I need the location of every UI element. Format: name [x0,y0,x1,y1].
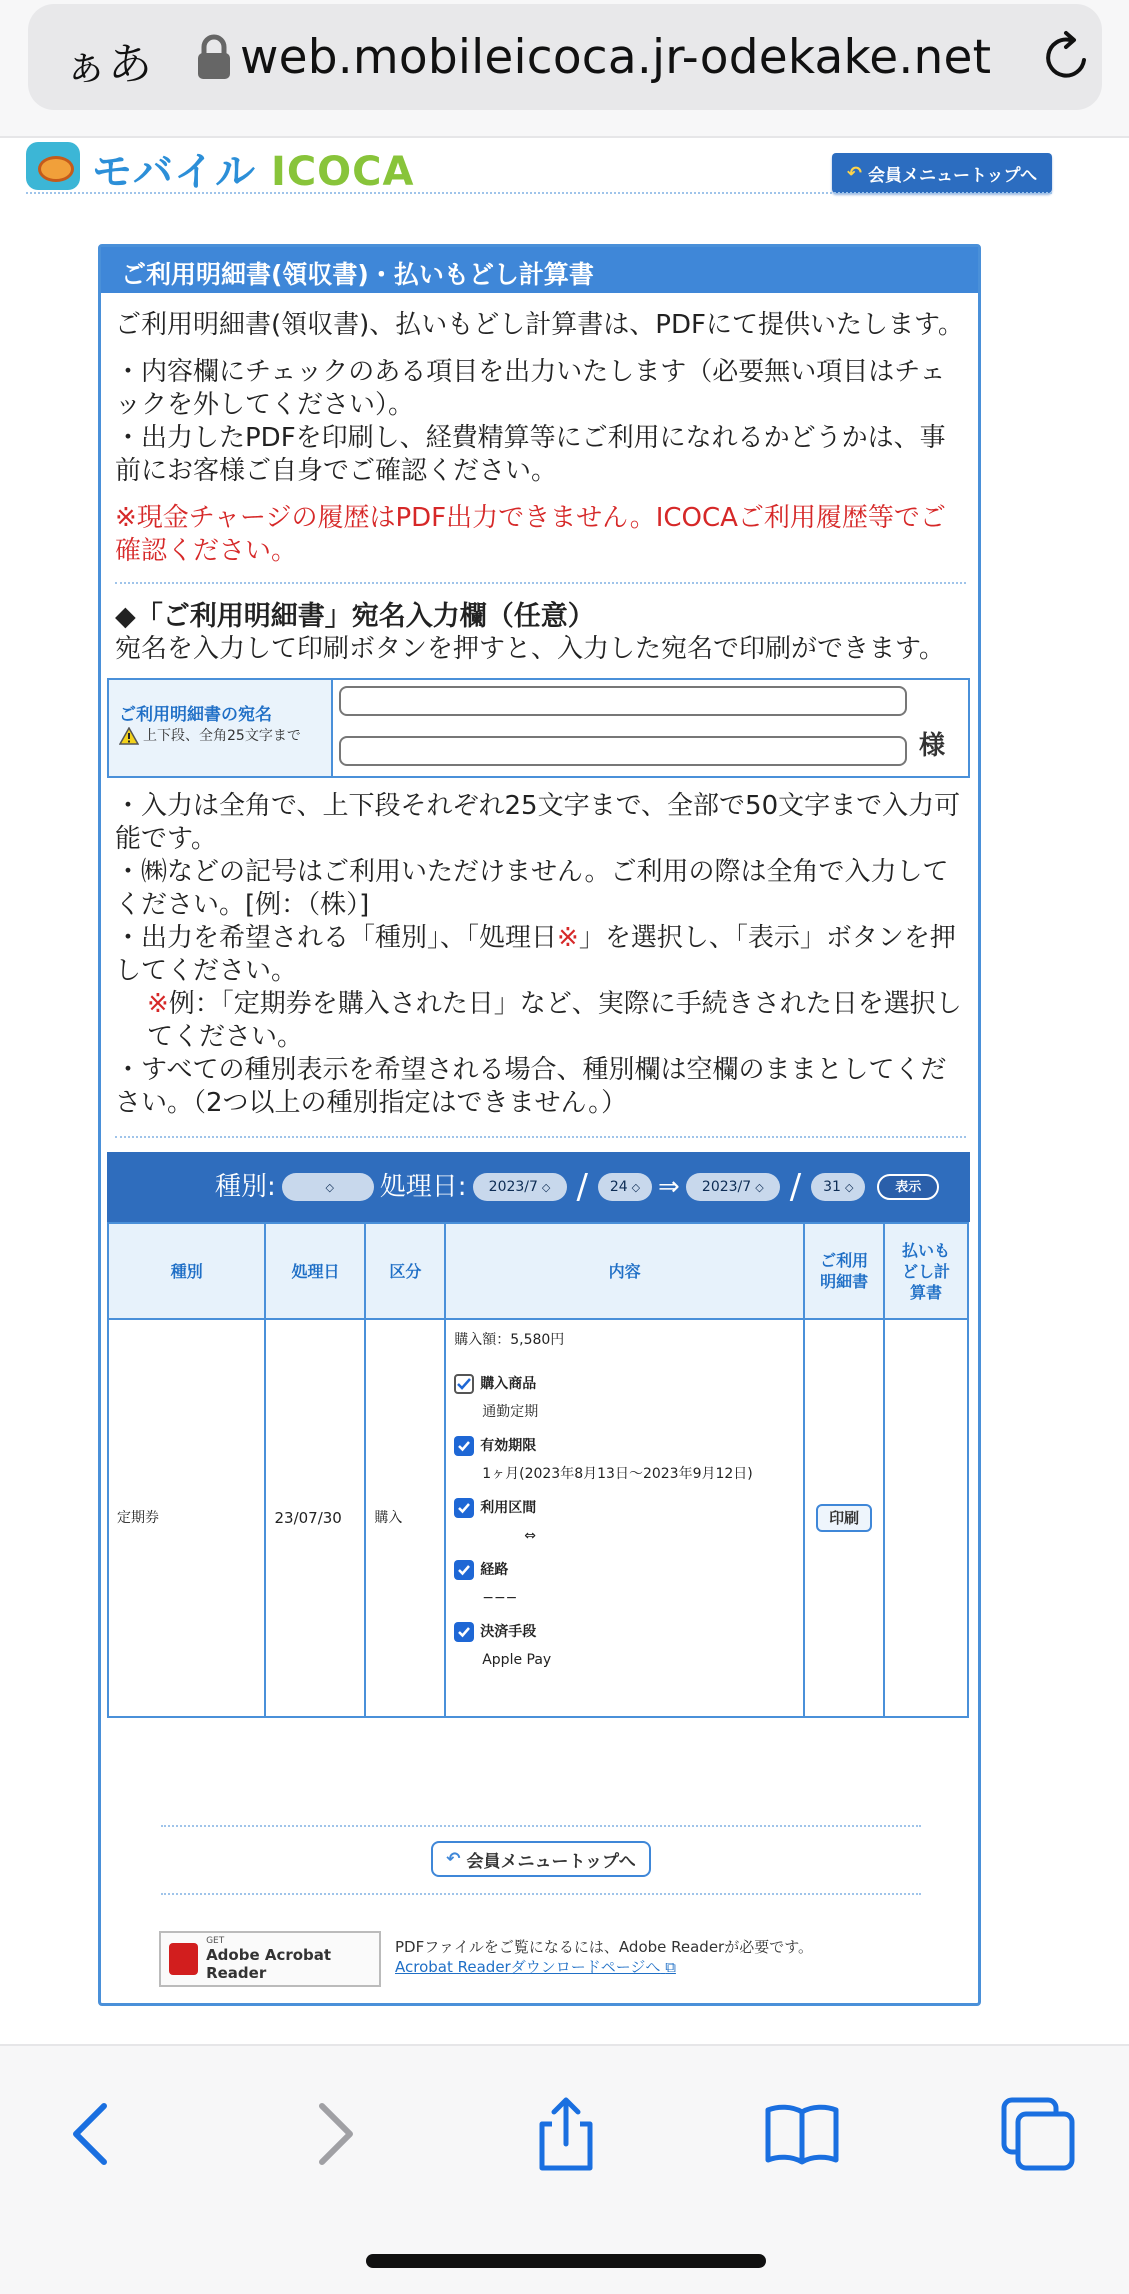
chevron-icon: ◇ [755,1180,764,1194]
item-route-label: 経路 [480,1562,509,1578]
item-section [454,1498,795,1518]
back-icon[interactable] [52,2094,132,2174]
route-checkbox[interactable] [454,1560,474,1580]
date-slash: / [789,1166,802,1207]
url-text[interactable]: web.mobileicoca.jr-odekake.net [240,30,992,85]
kind-label: 種別: [215,1171,276,1202]
member-menu-top-label: 会員メニュートップへ [867,165,1038,186]
member-menu-bottom-label: 会員メニュートップへ [466,1851,636,1872]
table-header-row [108,1223,968,1319]
back-arrow-icon: ↶ [846,162,862,184]
to-month-select[interactable] [686,1173,780,1201]
addressee-sublabel [119,726,331,746]
note-symbols: ・㈱などの記号はご利用いただけません。ご利用の際は全角で入力してください。[例：（株）] [115,857,949,920]
chevron-icon: ◇ [844,1180,854,1194]
browser-bottom-bar [0,2044,1129,2294]
note-select-display [115,922,966,988]
row-kind: 定期券 [108,1319,265,1717]
history-table [107,1222,969,1718]
col-kind: 種別 [108,1223,265,1319]
item-product-label: 購入商品 [480,1376,537,1392]
item-payment-label: 決済手段 [480,1624,537,1640]
honorific-suffix: 様 [919,731,946,761]
acrobat-reader-badge[interactable] [159,1931,381,1987]
site-logo[interactable] [92,140,415,197]
header-divider [26,192,1052,194]
section-divider [115,582,966,584]
validity-checkbox[interactable] [454,1436,474,1456]
item-validity [454,1436,795,1456]
range-arrow: ⇒ [658,1171,680,1202]
addressee-inputs [333,680,968,776]
chevron-icon: ◇ [541,1180,551,1194]
col-date: 処理日 [265,1223,365,1319]
section-checkbox[interactable] [454,1498,474,1518]
logo-icoca: ICOCA [270,149,415,195]
reader-settings-button[interactable]: ぁあ [64,39,152,90]
footer-divider-top [161,1825,921,1827]
logo-prefix: モバイル [92,149,271,195]
check-icon [457,1502,471,1514]
acrobat-icon [169,1943,198,1975]
icoca-logo-icon [26,142,80,190]
address-bar[interactable] [28,4,1102,110]
to-day-select[interactable] [811,1173,865,1201]
item-validity-value: 1ヶ月(2023年8月13日〜2023年9月12日) [482,1466,753,1482]
payment-checkbox[interactable] [454,1622,474,1642]
show-button[interactable]: 表示 [877,1174,939,1200]
item-product [454,1374,795,1394]
member-menu-top-button[interactable] [832,153,1052,193]
note-select-pre: ・出力を希望される「種別」、「処理日 [115,923,558,953]
acrobat-name-text: Adobe Acrobat Reader [206,1946,332,1982]
table-row [108,1319,968,1717]
addressee-limit-text: 上下段、全角25文字まで [143,728,301,744]
acrobat-get-text: GET [206,1936,225,1946]
input-notes [115,790,966,1120]
from-month-value: 2023/7 [488,1178,538,1195]
cash-charge-warning: ※現金チャージの履歴はPDF出力できません。ICOCAご利用履歴等でご確認ください。 [115,503,946,566]
addressee-line1-input[interactable] [339,686,907,716]
forward-icon[interactable] [294,2094,374,2174]
addressee-line2-input[interactable] [339,736,907,766]
col-category: 区分 [365,1223,445,1319]
item-route [454,1560,795,1580]
note-all-kinds: ・すべての種別表示を希望される場合、種別欄は空欄のままとしてください。（2つ以上の種別指定はできません。） [115,1055,947,1118]
note-example [115,988,966,1054]
to-day-value: 31 [823,1178,841,1195]
statement-card [98,244,981,2006]
chevron-icon: ◇ [631,1180,641,1194]
item-section-value: ⇔ [524,1528,536,1544]
item-section-label: 利用区間 [480,1500,537,1516]
address-section-desc: 宛名を入力して印刷ボタンを押すと、入力した宛名で印刷ができます。 [115,634,945,664]
acrobat-download-link[interactable] [395,1957,813,1977]
item-validity-label: 有効期限 [480,1438,537,1454]
item-payment [454,1622,795,1642]
external-link-icon: ⧉ [665,1958,676,1976]
row-category: 購入 [365,1319,445,1717]
print-button[interactable]: 印刷 [816,1504,872,1532]
note-example-mark: ※ [147,989,169,1019]
filter-bar [107,1152,970,1222]
addressee-form [107,678,970,778]
item-product-value: 通勤定期 [482,1404,539,1420]
browser-top-bar [0,0,1129,138]
bullet-checked-items: ・内容欄にチェックのある項目を出力いたします（必要無い項目はチェックを外してください）。 [115,357,946,420]
reload-icon[interactable] [1040,30,1094,84]
chevron-icon: ◇ [325,1180,334,1194]
from-day-select[interactable] [598,1173,652,1201]
share-icon[interactable] [526,2094,606,2174]
bookmarks-icon[interactable] [762,2094,842,2174]
from-day-value: 24 [609,1178,628,1195]
lock-icon [194,34,234,80]
row-refund [884,1319,968,1717]
bullet-print-confirm: ・出力したPDFを印刷し、経費精算等にご利用になれるかどうかは、事前にお客様ご自身でご確認ください。 [115,423,946,486]
acrobat-note [395,1937,813,1977]
check-icon [456,1377,472,1391]
note-example-text: 例：「定期券を購入された日」など、実際に手続きされた日を選択してください。 [147,989,962,1052]
from-month-select[interactable] [473,1173,567,1201]
warning-icon [119,727,139,745]
col-content: 内容 [445,1223,804,1319]
intro-text: ご利用明細書(領収書)、払いもどし計算書は、PDFにて提供いたします。 [115,310,964,340]
member-menu-top-button-bottom[interactable] [431,1841,651,1877]
home-indicator [366,2254,766,2268]
purchase-amount: 購入額：5,580円 [454,1332,565,1348]
row-date: 23/07/30 [265,1319,365,1717]
col-statement: ご利用明細書 [804,1223,884,1319]
back-arrow-icon: ↶ [446,1849,461,1869]
addressee-label-cell [109,680,333,776]
tabs-icon[interactable] [998,2094,1078,2174]
acrobat-link-text: Acrobat Readerダウンロードページへ [395,1958,661,1976]
to-month-value: 2023/7 [701,1178,752,1195]
address-section-heading: ◆「ご利用明細書」宛名入力欄（任意） [115,601,595,632]
acrobat-note-text: PDFファイルをご覧になるには、Adobe Readerが必要です。 [395,1938,814,1956]
check-icon [457,1564,471,1576]
note-char-limit: ・入力は全角で、上下段それぞれ25文字まで、全部で50文字まで入力可能です。 [115,791,961,854]
note-mark: ※ [557,923,579,953]
date-label: 処理日: [379,1171,467,1202]
item-payment-value: Apple Pay [482,1652,552,1668]
kind-select[interactable] [282,1173,374,1201]
note-select-post: 」を選択し、「表示」ボタンを押してください。 [115,923,956,986]
site-header [26,140,1052,195]
row-content [445,1319,804,1717]
check-icon [457,1440,471,1452]
addressee-label: ご利用明細書の宛名 [119,705,272,725]
filter-divider [115,1136,966,1138]
date-slash: / [576,1166,588,1207]
footer-divider-bottom [161,1893,921,1895]
col-refund: 払いもどし計算書 [884,1223,968,1319]
card-title: ご利用明細書(領収書)・払いもどし計算書 [101,247,978,293]
product-checkbox[interactable] [454,1374,474,1394]
row-statement [804,1319,884,1717]
item-route-value: −−− [482,1590,518,1606]
check-icon [457,1626,471,1638]
